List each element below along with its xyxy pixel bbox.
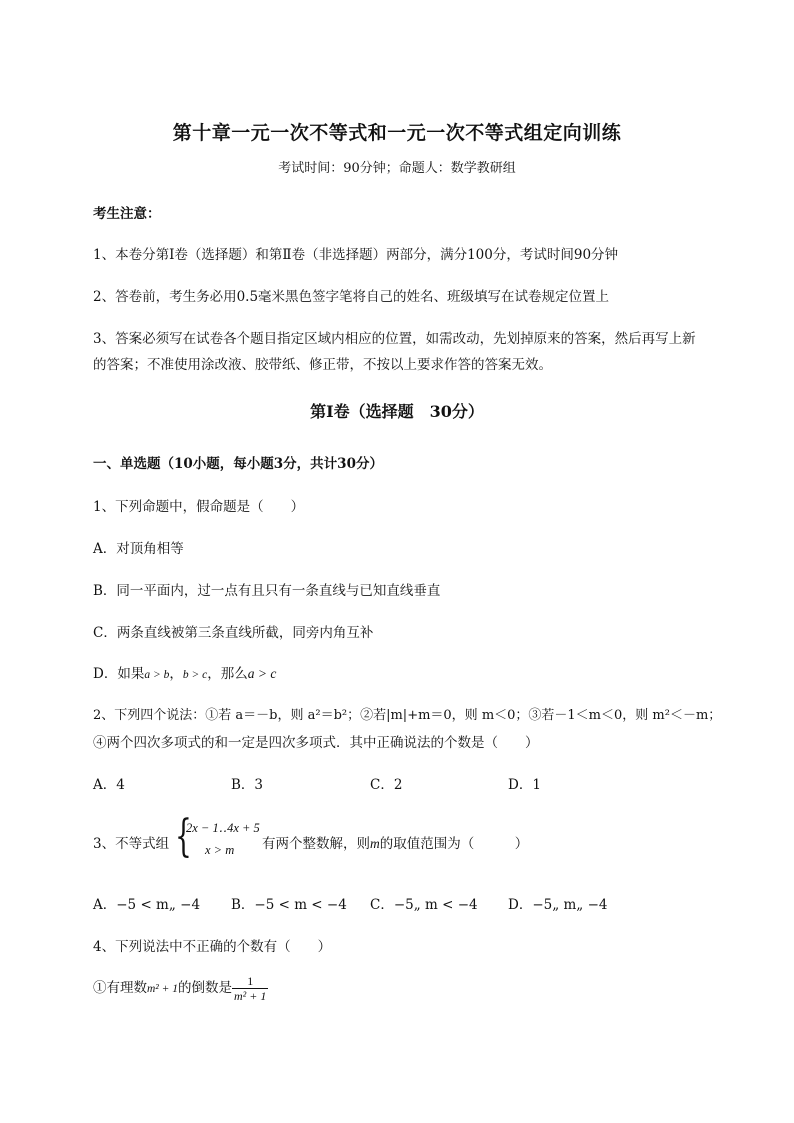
notice-heading: 考生注意： [93,206,161,222]
notice-item-3: 3、答案必须写在试卷各个题目指定区域内相应的位置，如需改动，先划掉原来的答案，然后再写上新 [93,331,696,347]
q3-option-c: C．−5„ m < −4 [370,897,478,913]
q1-d-mid: ，那么 [207,666,248,682]
q4-item1-prefix: ①有理数 [93,980,147,996]
q4-item-1 [93,974,268,1003]
notice-item-2: 2、答卷前，考生务必用0.5毫米黑色签字笔将自己的姓名、班级填写在试卷规定位置上 [93,289,610,305]
q4-item1-expr: m² + 1 [147,983,179,995]
q1-d-expr3: a > c [247,666,277,681]
q3-option-b: B．−5 < m < −4 [231,897,347,913]
q2-stem-line1: 2、下列四个说法：①若 a＝－b，则 a²＝b²；②若|m|+m＝0，则 m＜0；③若－1＜m＜0，则 m²＜－m； [93,708,722,723]
q1-option-d [93,662,276,682]
q3-option-a: A．−5 < m„ −4 [93,897,201,913]
q3-inequality-1: 2x − 1‥4x + 5 [186,821,260,835]
q3-prefix: 3、不等式组 [93,836,170,852]
q2-option-b: B．3 [231,777,264,793]
q2-stem-line2: ④两个四次多项式的和一定是四次多项式．其中正确说法的个数是（ ） [93,735,539,751]
section-title: 第I卷（选择题 30分） [310,402,484,421]
q3-suffix: 的取值范围为（ ） [379,836,529,852]
page-title: 第十章一元一次不等式和一元一次不等式组定向训练 [172,122,622,144]
fraction-numerator: 1 [232,974,268,989]
notice-item-1: 1、本卷分第I卷（选择题）和第Ⅱ卷（非选择题）两部分，满分100分，考试时间90分钟 [93,247,619,263]
q1-d-expr2: b > c [182,669,208,681]
q2-option-a: A．4 [93,777,125,793]
q2-option-c: C．2 [370,777,403,793]
q3-inequality-2: x > m [205,843,235,857]
reciprocal-fraction [232,974,268,1003]
q1-stem: 1、下列命题中，假命题是（ ） [93,499,305,515]
q3-rest [262,832,528,852]
q1-option-b: B．同一平面内，过一点有且只有一条直线与已知直线垂直 [93,583,441,599]
q1-option-c: C．两条直线被第三条直线所截，同旁内角互补 [93,625,374,641]
q4-item1-mid: 的倒数是 [178,980,233,996]
q3-mid: 有两个整数解，则 [262,836,370,852]
q1-d-sep: ， [169,666,183,682]
system-brace: { [175,811,192,862]
notice-item-3-cont: 的答案；不准使用涂改液、胶带纸、修正带，不按以上要求作答的答案无效。 [93,357,552,373]
q3-var: m [370,836,380,851]
q2-option-d: D．1 [508,777,541,793]
fraction-denominator: m² + 1 [234,989,267,1003]
q1-d-expr1: a > b [144,669,170,681]
exam-info: 考试时间：90分钟；命题人：数学教研组 [278,161,516,176]
part-heading: 一、单选题（10小题，每小题3分，共计30分） [93,456,383,472]
q3-option-d: D．−5„ m„ −4 [508,897,608,913]
q1-option-a: A．对顶角相等 [93,541,184,557]
q1-d-prefix: D．如果 [93,666,145,682]
q4-stem: 4、下列说法中不正确的个数有（ ） [93,939,332,955]
